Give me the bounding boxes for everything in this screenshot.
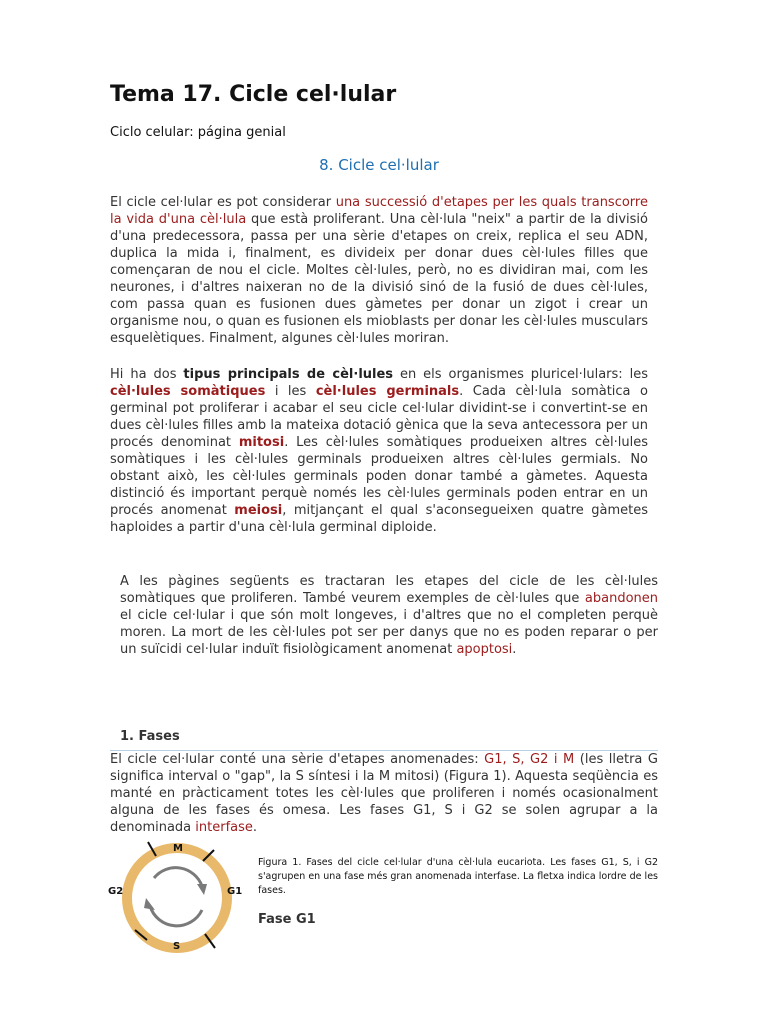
text-run: . Les cèl·lules somàtiques produeixen altres cèl·lules somàtiques i les cèl·lules germinals produeixen altres cèl·lules germials. No obstant això, les cèl·lules germinals poden donar també a gàmetes. Aquesta distinció és important perquè només les cèl·lules germinals poden entrar en un procés anomenat [110,435,648,518]
next-pages-paragraph [120,573,658,658]
arrow-head [144,898,155,910]
text-run: Hi ha dos [110,367,184,382]
cycle-arrow [150,906,202,926]
text-run: El cicle cel·lular es pot considerar [110,195,336,210]
phase-label-g1: G1 [227,886,243,897]
text-run: , mitjançant el qual s'aconsegueixen quatre gàmetes haploides a partir d'una cèl·lula germinal diploide. [110,503,648,535]
cell-cycle-diagram [106,838,248,958]
fase-g1-heading: Fase G1 [258,912,316,927]
phase-label-g2: G2 [108,886,124,897]
phase-label-m: M [173,843,183,854]
section-heading: 8. Cicle cel·lular [319,156,439,174]
cell-types-paragraph [110,366,648,536]
text-run: . [252,820,258,835]
text-run: . Cada cèl·lula somàtica o germinal pot proliferar i acabar el seu cicle cel·lular dividint-se i convertint-se en dues cèl·lules filles amb la mateixa dotació gènica que la seva antecessora per un procés denominat [110,384,648,450]
bold-cell-types: tipus principals de cèl·lules [183,367,394,382]
text-run: que està proliferant. Una cèl·lula "neix" a partir de la divisió d'una predecessora, passa per una sèrie d'etapes on creix, replica el seu ADN, duplica la mida i, finalment, es divideix per donar dues cèl·lules filles que començaran de nou el cicle. Moltes cèl·lules, però, no es dividiran mai, com les neurones, i d'altres naixeran no de la divisió sinó de la fusió de dues cèl·lules, com passa quan es fusionen dues gàmetes per donar un zigot i crear un organisme nou, o quan es fusionen els mioblasts per donar les cèl·lules musculars esquelètiques. Finalment, algunes cèl·lules moriran. [110,212,648,346]
somatic-cells-link[interactable]: cèl·lules somàtiques [110,384,266,399]
germinal-cells-link[interactable]: cèl·lules germinals [315,384,460,399]
intro-paragraph [110,194,648,347]
fases-heading: 1. Fases [120,729,180,744]
text-run: en els organismes pluricel·lulars: les [393,367,649,382]
text-run: . [512,642,517,657]
apoptosis-link[interactable]: apoptosi [456,642,513,657]
phase-label-s: S [173,941,181,952]
phases-paragraph [110,751,658,836]
mitosis-link[interactable]: mitosi [238,435,285,450]
page-subtitle: Ciclo celular: página genial [110,125,286,140]
highlight-succession-link[interactable]: una successió d'etapes per les quals transcorre la vida d'una cèl·lula [110,195,648,227]
text-run: i les [265,384,316,399]
abandon-link[interactable]: abandonen [584,591,658,606]
text-run: El cicle cel·lular conté una sèrie d'etapes anomenades: [110,752,485,767]
figure-caption: Figura 1. Fases del cicle cel·lular d'una cèl·lula eucariota. Les fases G1, S, i G2 s'agrupen en una fase més gran anomenada interfase. La fletxa indica lordre de les fases. [258,857,658,896]
phases-link[interactable]: G1, S, G2 i M [484,752,575,767]
text-run: el cicle cel·lular i que són molt longeves, i d'altres que no el completen perquè moren. La mort de les cèl·lules pot ser per danys que no es poden reparar o per un suïcidi cel·lular induït fisiològicament anomenat [120,608,658,657]
text-run: A les pàgines següents es tractaran les etapes del cicle de les cèl·lules somàtiques que proliferen. També veurem exemples de cèl·lules que [120,574,658,606]
interphase-link[interactable]: interfase [195,820,253,835]
page-title: Tema 17. Cicle cel·lular [110,82,397,107]
cycle-arrow [154,868,202,886]
text-run: (les lletra G significa interval o "gap", la S síntesi i la M mitosi) (Figura 1). Aquesta seqüència es manté en pràcticament totes les cèl·lules que proliferen i només ocasionalment alguna de les fases és omesa. Les fases G1, S i G2 se solen agrupar a la denominada [110,752,658,835]
cycle-ring [127,848,227,948]
meiosis-link[interactable]: meiosi [234,503,283,518]
arrow-head [197,884,207,895]
